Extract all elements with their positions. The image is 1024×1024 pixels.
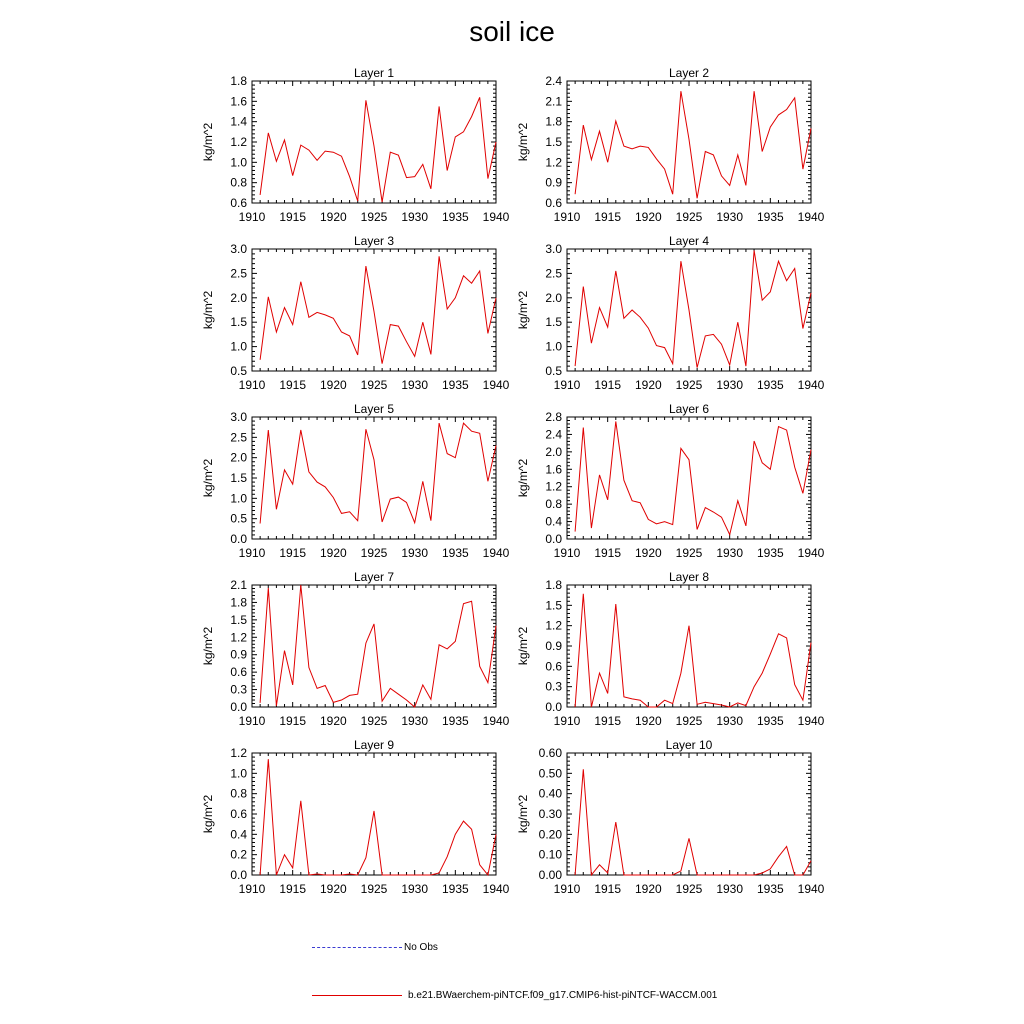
x-tick-label: 1930 — [401, 378, 429, 392]
y-axis-label: kg/m^2 — [516, 122, 530, 162]
y-tick-label: 1.0 — [230, 155, 247, 170]
x-tick-label: 1935 — [441, 882, 469, 896]
series-line — [260, 97, 496, 202]
x-tick-label: 1920 — [319, 210, 347, 224]
series-line — [575, 251, 811, 368]
y-tick-label: 0.0 — [545, 700, 562, 714]
x-tick-label: 1930 — [401, 882, 429, 896]
x-tick-label: 1915 — [279, 546, 307, 560]
x-tick-label: 1935 — [441, 378, 469, 392]
x-tick-label: 1940 — [797, 378, 825, 392]
y-tick-label: 0.10 — [538, 847, 562, 862]
y-tick-label: 3.0 — [545, 242, 562, 256]
x-tick-label: 1910 — [238, 714, 266, 728]
x-tick-label: 1930 — [401, 210, 429, 224]
y-tick-label: 2.4 — [545, 74, 562, 88]
chart-panel-1 — [201, 66, 510, 224]
y-tick-label: 0.60 — [538, 746, 562, 760]
y-tick-label: 1.5 — [545, 315, 562, 330]
y-tick-label: 2.5 — [545, 266, 562, 281]
x-tick-label: 1935 — [756, 546, 784, 560]
y-tick-label: 0.6 — [545, 659, 562, 674]
x-tick-label: 1915 — [279, 714, 307, 728]
y-tick-label: 1.0 — [230, 491, 247, 506]
x-tick-label: 1915 — [279, 210, 307, 224]
x-tick-label: 1935 — [756, 210, 784, 224]
y-tick-label: 0.4 — [230, 827, 247, 842]
x-tick-label: 1940 — [797, 714, 825, 728]
y-tick-label: 0.3 — [230, 682, 247, 697]
y-tick-label: 2.1 — [545, 94, 562, 109]
y-tick-label: 1.2 — [230, 630, 247, 645]
x-tick-label: 1915 — [594, 378, 622, 392]
x-tick-label: 1915 — [594, 714, 622, 728]
x-tick-label: 1940 — [797, 210, 825, 224]
y-tick-label: 1.0 — [230, 339, 247, 354]
y-tick-label: 0.8 — [230, 786, 247, 801]
y-tick-label: 0.30 — [538, 807, 562, 821]
figure-title: soil ice — [469, 16, 555, 47]
legend-no-obs — [312, 942, 438, 953]
x-tick-label: 1915 — [594, 546, 622, 560]
x-tick-label: 1920 — [319, 714, 347, 728]
x-tick-label: 1925 — [675, 714, 703, 728]
x-tick-label: 1915 — [279, 882, 307, 896]
legend-dash-swatch — [312, 947, 402, 948]
plot-frame — [567, 417, 811, 539]
series-line — [260, 585, 496, 707]
y-tick-label: 0.6 — [230, 665, 247, 680]
y-tick-label: 2.5 — [230, 430, 247, 445]
y-tick-label: 1.2 — [230, 135, 247, 149]
y-tick-label: 0.0 — [545, 532, 562, 546]
x-tick-label: 1910 — [553, 210, 581, 224]
chart-panel-9 — [201, 738, 510, 896]
series-line — [260, 759, 496, 875]
x-tick-label: 1930 — [716, 210, 744, 224]
series-line — [575, 594, 811, 707]
y-tick-label: 2.4 — [545, 427, 562, 442]
y-tick-label: 2.0 — [545, 290, 562, 305]
x-tick-label: 1930 — [716, 378, 744, 392]
x-tick-label: 1935 — [441, 714, 469, 728]
plot-frame — [567, 753, 811, 875]
y-tick-label: 1.2 — [230, 746, 247, 760]
y-tick-label: 0.5 — [230, 364, 247, 378]
x-tick-label: 1935 — [441, 210, 469, 224]
x-tick-label: 1940 — [482, 882, 510, 896]
x-tick-label: 1935 — [441, 546, 469, 560]
y-axis-label: kg/m^2 — [516, 794, 530, 834]
y-tick-label: 1.8 — [230, 595, 247, 610]
y-tick-label: 1.5 — [545, 135, 562, 149]
x-tick-label: 1910 — [553, 546, 581, 560]
y-tick-label: 2.0 — [230, 450, 247, 465]
panel-title: Layer 2 — [668, 66, 710, 80]
x-tick-label: 1925 — [360, 714, 388, 728]
y-tick-label: 0.8 — [545, 497, 562, 512]
panel-title: Layer 3 — [353, 234, 395, 248]
y-axis-label: kg/m^2 — [516, 626, 530, 666]
series-line — [260, 423, 496, 523]
x-tick-label: 1920 — [634, 714, 662, 728]
y-tick-label: 3.0 — [230, 242, 247, 256]
x-tick-label: 1920 — [634, 210, 662, 224]
y-tick-label: 2.1 — [230, 578, 247, 592]
x-tick-label: 1925 — [360, 882, 388, 896]
x-tick-label: 1935 — [756, 714, 784, 728]
x-tick-label: 1915 — [594, 882, 622, 896]
x-tick-label: 1920 — [634, 378, 662, 392]
x-tick-label: 1925 — [675, 210, 703, 224]
y-axis-label: kg/m^2 — [201, 626, 215, 666]
legend-model — [312, 990, 717, 1001]
x-tick-label: 1925 — [360, 378, 388, 392]
x-tick-label: 1925 — [675, 378, 703, 392]
plot-frame — [252, 81, 496, 203]
y-tick-label: 2.0 — [545, 444, 562, 459]
legend-model-label: b.e21.BWaerchem-piNTCF.f09_g17.CMIP6-hist-piNTCF-WACCM.001 — [408, 990, 718, 1001]
panel-title: Layer 4 — [668, 234, 710, 248]
x-tick-label: 1940 — [482, 210, 510, 224]
y-axis-label: kg/m^2 — [516, 458, 530, 498]
y-tick-label: 2.0 — [230, 290, 247, 305]
x-tick-label: 1920 — [634, 882, 662, 896]
chart-panel-6 — [516, 402, 825, 560]
y-tick-label: 0.5 — [230, 511, 247, 526]
x-tick-label: 1910 — [238, 210, 266, 224]
x-tick-label: 1920 — [634, 546, 662, 560]
y-tick-label: 1.5 — [230, 612, 247, 627]
legend-no-obs-label: No Obs — [404, 942, 438, 953]
panel-title: Layer 6 — [668, 402, 710, 416]
y-tick-label: 1.5 — [230, 315, 247, 330]
y-tick-label: 0.9 — [545, 639, 562, 653]
y-tick-label: 2.8 — [545, 410, 562, 424]
y-tick-label: 0.20 — [538, 827, 562, 842]
y-tick-label: 1.8 — [230, 74, 247, 88]
y-tick-label: 1.4 — [230, 114, 247, 129]
x-tick-label: 1925 — [675, 882, 703, 896]
x-tick-label: 1940 — [482, 546, 510, 560]
plot-frame — [252, 417, 496, 539]
panel-title: Layer 5 — [353, 402, 395, 416]
panel-title: Layer 7 — [353, 570, 395, 584]
y-tick-label: 0.0 — [230, 532, 247, 546]
panel-title: Layer 1 — [353, 66, 395, 80]
x-tick-label: 1925 — [360, 546, 388, 560]
x-tick-label: 1920 — [319, 378, 347, 392]
y-tick-label: 0.9 — [230, 647, 247, 662]
y-tick-label: 0.3 — [545, 679, 562, 694]
chart-panel-10 — [516, 738, 825, 896]
x-tick-label: 1940 — [482, 378, 510, 392]
legend-solid-swatch — [312, 995, 402, 996]
x-tick-label: 1920 — [319, 882, 347, 896]
x-tick-label: 1940 — [482, 714, 510, 728]
y-tick-label: 1.8 — [545, 578, 562, 592]
y-tick-label: 0.0 — [230, 868, 247, 882]
x-tick-label: 1935 — [756, 882, 784, 896]
x-tick-label: 1930 — [716, 714, 744, 728]
chart-panel-8 — [516, 570, 825, 728]
y-axis-label: kg/m^2 — [516, 290, 530, 330]
chart-panel-4 — [516, 234, 825, 392]
x-tick-label: 1940 — [797, 546, 825, 560]
x-tick-label: 1930 — [401, 546, 429, 560]
y-tick-label: 0.8 — [230, 175, 247, 190]
x-tick-label: 1910 — [553, 378, 581, 392]
x-tick-label: 1925 — [360, 210, 388, 224]
x-tick-label: 1915 — [279, 378, 307, 392]
series-line — [575, 421, 811, 534]
x-tick-label: 1925 — [675, 546, 703, 560]
y-tick-label: 1.2 — [545, 618, 562, 633]
y-tick-label: 0.4 — [545, 514, 562, 529]
x-tick-label: 1920 — [319, 546, 347, 560]
chart-panel-7 — [201, 570, 510, 728]
chart-panel-5 — [201, 402, 510, 560]
y-axis-label: kg/m^2 — [201, 122, 215, 162]
chart-panel-3 — [201, 234, 510, 392]
x-tick-label: 1940 — [797, 882, 825, 896]
y-tick-label: 0.9 — [545, 175, 562, 190]
x-tick-label: 1930 — [401, 714, 429, 728]
x-tick-label: 1910 — [238, 882, 266, 896]
y-tick-label: 0.0 — [230, 700, 247, 714]
y-tick-label: 0.6 — [230, 196, 247, 210]
y-axis-label: kg/m^2 — [201, 290, 215, 330]
series-line — [575, 91, 811, 198]
y-tick-label: 2.5 — [230, 266, 247, 281]
x-tick-label: 1915 — [594, 210, 622, 224]
y-tick-label: 0.2 — [230, 847, 247, 862]
y-tick-label: 1.8 — [545, 114, 562, 129]
y-axis-label: kg/m^2 — [201, 458, 215, 498]
panel-title: Layer 9 — [353, 738, 395, 752]
y-tick-label: 1.2 — [545, 479, 562, 494]
x-tick-label: 1930 — [716, 546, 744, 560]
y-tick-label: 0.6 — [545, 196, 562, 210]
y-tick-label: 1.6 — [230, 94, 247, 109]
x-tick-label: 1910 — [238, 546, 266, 560]
x-tick-label: 1935 — [756, 378, 784, 392]
y-tick-label: 3.0 — [230, 410, 247, 424]
x-tick-label: 1930 — [716, 882, 744, 896]
plot-frame — [252, 585, 496, 707]
y-tick-label: 1.6 — [545, 462, 562, 477]
y-tick-label: 0.5 — [545, 364, 562, 378]
x-tick-label: 1910 — [553, 714, 581, 728]
x-tick-label: 1910 — [553, 882, 581, 896]
panel-title: Layer 8 — [668, 570, 710, 584]
y-tick-label: 1.5 — [545, 598, 562, 613]
y-tick-label: 0.6 — [230, 807, 247, 821]
chart-panel-2 — [516, 66, 825, 224]
panel-title: Layer 10 — [665, 738, 713, 752]
y-tick-label: 0.00 — [538, 868, 562, 882]
y-tick-label: 1.2 — [545, 155, 562, 170]
y-tick-label: 1.0 — [230, 766, 247, 781]
series-line — [260, 256, 496, 363]
y-tick-label: 1.5 — [230, 471, 247, 485]
x-tick-label: 1910 — [238, 378, 266, 392]
y-axis-label: kg/m^2 — [201, 794, 215, 834]
series-line — [575, 769, 811, 875]
plot-frame — [567, 585, 811, 707]
y-tick-label: 0.50 — [538, 766, 562, 781]
y-tick-label: 0.40 — [538, 786, 562, 801]
y-tick-label: 1.0 — [545, 339, 562, 354]
